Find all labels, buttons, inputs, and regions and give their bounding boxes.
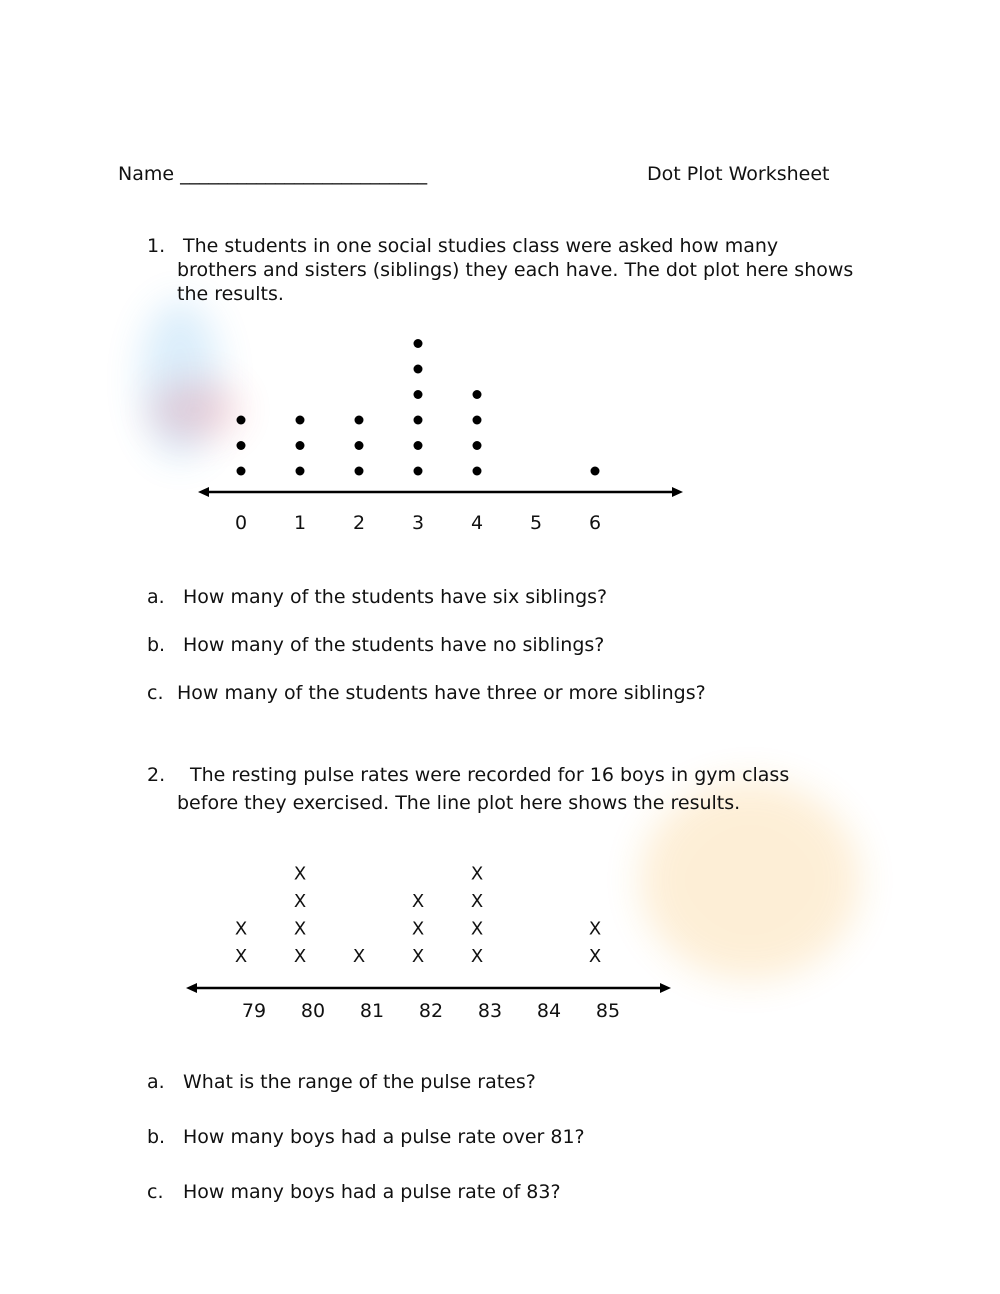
q1-text-line: brothers and sisters (siblings) they each have. The dot plot here shows <box>177 259 854 281</box>
tick-label: 80 <box>300 1000 326 1022</box>
x-mark: X <box>470 946 484 967</box>
q1-text-line: The students in one social studies class were asked how many <box>183 235 779 257</box>
x-mark: X <box>470 891 484 912</box>
q1b-letter: b. <box>147 634 166 656</box>
q2a-letter: a. <box>147 1071 165 1093</box>
x-mark: X <box>411 891 425 912</box>
tick-label: 79 <box>241 1000 267 1022</box>
tick-label: 85 <box>595 1000 621 1022</box>
arrow-right-icon <box>660 983 671 993</box>
q1b-text: How many of the students have no siblings? <box>183 634 605 656</box>
q1c-text: How many of the students have three or more siblings? <box>177 682 706 704</box>
tick-label: 1 <box>293 512 307 534</box>
x-mark: X <box>293 891 307 912</box>
q2b-letter: b. <box>147 1126 166 1148</box>
q2-text-line: before they exercised. The line plot here shows the results. <box>177 792 741 814</box>
tick-label: 3 <box>411 512 425 534</box>
q2c-text: How many boys had a pulse rate of 83? <box>183 1181 561 1203</box>
x-mark: X <box>470 863 484 885</box>
tick-label: 83 <box>477 1000 503 1022</box>
tick-label: 84 <box>536 1000 562 1022</box>
q1a-letter: a. <box>147 586 165 608</box>
q2-text-line: The resting pulse rates were recorded for 16 boys in gym class <box>190 764 790 786</box>
x-mark: X <box>411 918 425 940</box>
q2c-letter: c. <box>147 1181 164 1203</box>
x-mark: X <box>293 863 307 885</box>
q2a-text: What is the range of the pulse rates? <box>183 1071 536 1093</box>
tick-label: 6 <box>588 512 602 534</box>
name-field-label: Name __________________________ <box>118 163 428 185</box>
tick-label: 81 <box>359 1000 385 1022</box>
x-mark: X <box>588 918 602 940</box>
x-mark: X <box>352 946 366 967</box>
x-mark: X <box>411 946 425 967</box>
tick-label: 0 <box>234 512 248 534</box>
x-mark: X <box>293 918 307 940</box>
q2b-text: How many boys had a pulse rate over 81? <box>183 1126 585 1148</box>
arrow-left-icon <box>186 983 197 993</box>
q2-number: 2. <box>147 764 166 786</box>
tick-label: 2 <box>352 512 366 534</box>
x-mark: X <box>234 918 248 940</box>
worksheet-title: Dot Plot Worksheet <box>647 163 830 185</box>
tick-label: 82 <box>418 1000 444 1022</box>
x-mark: X <box>293 946 307 967</box>
q1-text-line: the results. <box>177 283 284 305</box>
tick-label: 5 <box>529 512 543 534</box>
q1a-text: How many of the students have six siblings? <box>183 586 608 608</box>
q1-number: 1. <box>147 235 166 257</box>
x-mark: X <box>588 946 602 967</box>
x-mark: X <box>470 918 484 940</box>
q1c-letter: c. <box>147 682 164 704</box>
x-mark: X <box>234 946 248 967</box>
tick-label: 4 <box>470 512 484 534</box>
